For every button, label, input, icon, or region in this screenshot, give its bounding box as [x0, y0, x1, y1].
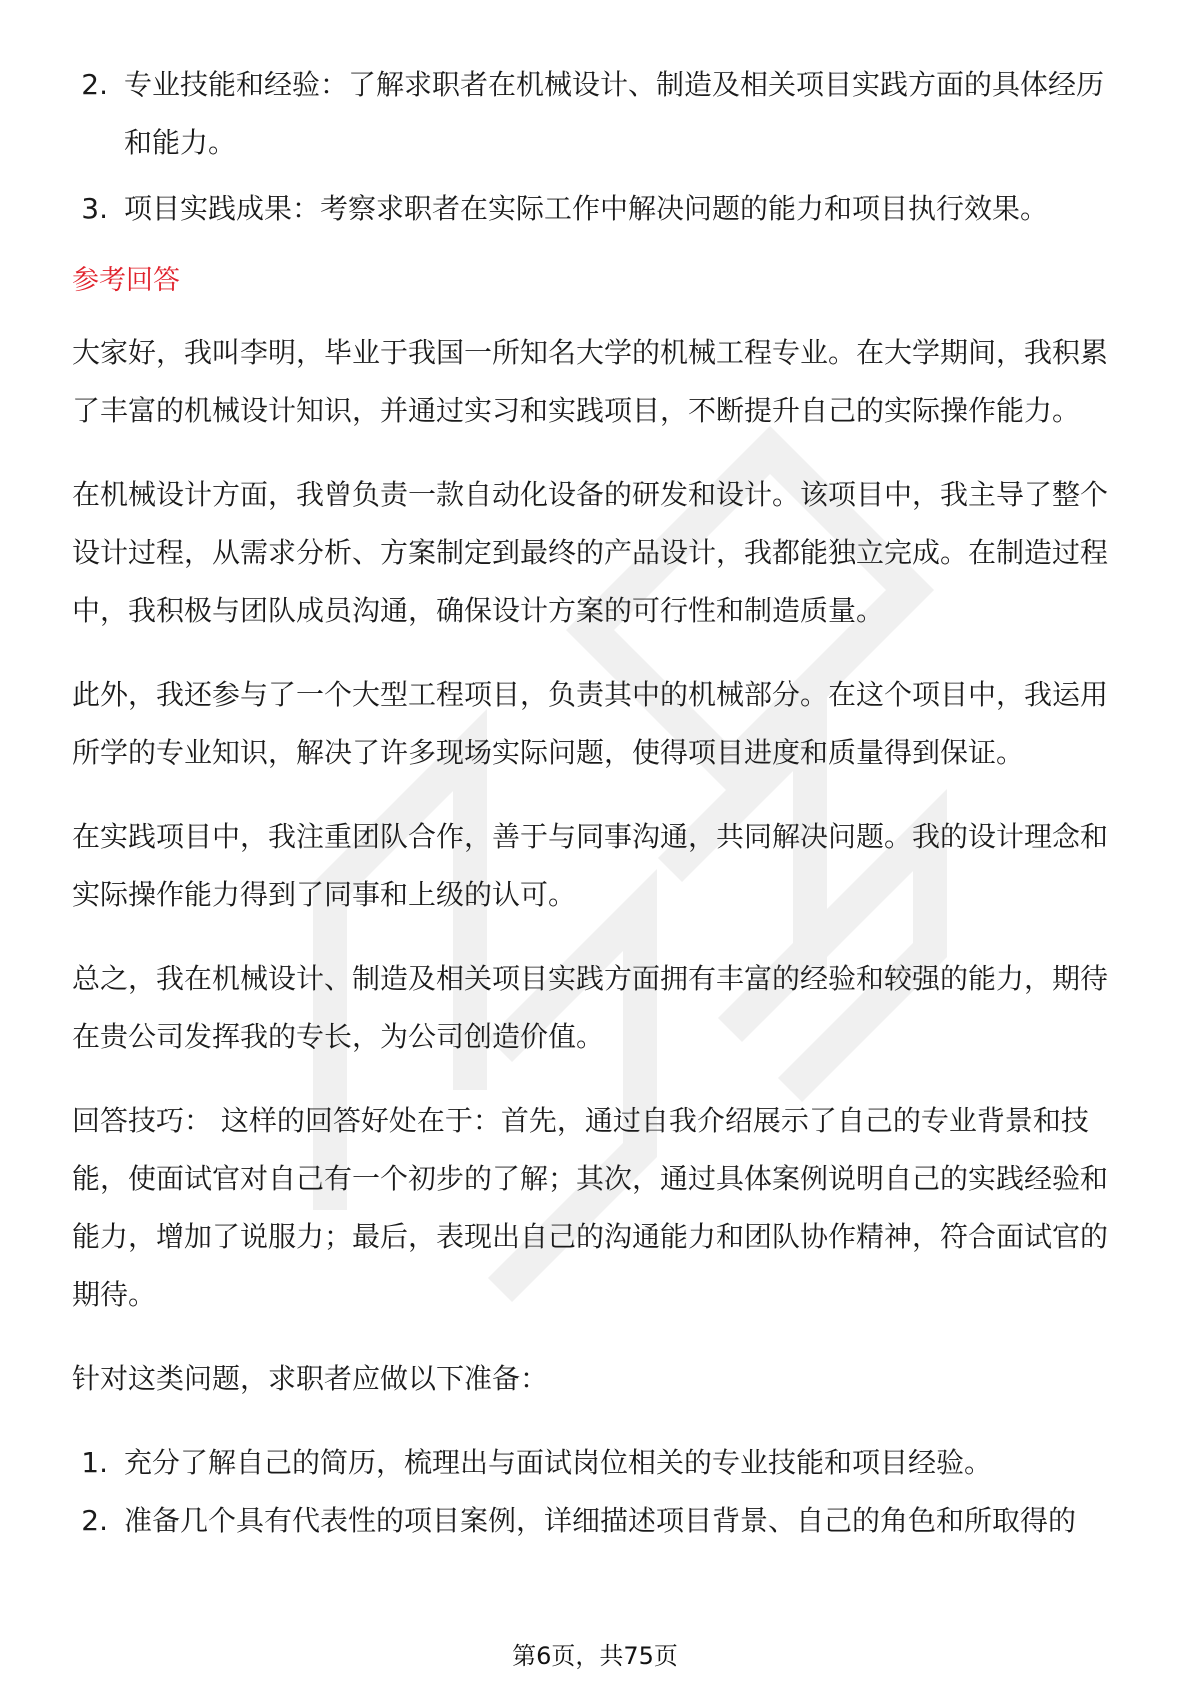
bottom-list: [72, 1434, 1122, 1550]
section-heading: 参考回答: [72, 265, 180, 296]
top-list: [72, 56, 1122, 238]
list-item: [72, 1434, 1122, 1492]
list-item-text: 准备几个具有代表性的项目案例，详细描述项目背景、自己的角色和所取得的: [124, 1504, 1077, 1537]
paragraph: 总之，我在机械设计、制造及相关项目实践方面拥有丰富的经验和较强的能力，期待在贵公司发挥我的专长，为公司创造价值。: [72, 962, 1109, 1053]
document-content: [72, 56, 1122, 1550]
list-item-number: 1.: [81, 1446, 108, 1479]
list-item-text: 充分了解自己的简历，梳理出与面试岗位相关的专业技能和项目经验。: [124, 1446, 993, 1479]
list-item-number: 3.: [81, 192, 108, 225]
paragraph: 回答技巧： 这样的回答好处在于：首先，通过自我介绍展示了自己的专业背景和技能，使面试官对自己有一个初步的了解；其次，通过具体案例说明自己的实践经验和能力，增加了说服力；最后，表现出自己的沟通能力和团队协作精神，符合面试官的期待。: [72, 1104, 1109, 1311]
paragraph: 大家好，我叫李明，毕业于我国一所知名大学的机械工程专业。在大学期间，我积累了丰富的机械设计知识，并通过实习和实践项目，不断提升自己的实际操作能力。: [72, 336, 1109, 427]
paragraph: 在实践项目中，我注重团队合作，善于与同事沟通，共同解决问题。我的设计理念和实际操作能力得到了同事和上级的认可。: [72, 820, 1109, 911]
list-item: [72, 1492, 1122, 1550]
list-item-text: 专业技能和经验：了解求职者在机械设计、制造及相关项目实践方面的具体经历和能力。: [124, 68, 1105, 159]
list-item-number: 2.: [81, 68, 108, 101]
paragraph: 针对这类问题，求职者应做以下准备：: [72, 1362, 549, 1395]
list-item: [72, 56, 1122, 172]
paragraph: 此外，我还参与了一个大型工程项目，负责其中的机械部分。在这个项目中，我运用所学的专业知识，解决了许多现场实际问题，使得项目进度和质量得到保证。: [72, 678, 1109, 769]
paragraph: 在机械设计方面，我曾负责一款自动化设备的研发和设计。该项目中，我主导了整个设计过程，从需求分析、方案制定到最终的产品设计，我都能独立完成。在制造过程中，我积极与团队成员沟通，确保设计方案的可行性和制造质量。: [72, 478, 1109, 627]
list-item-text: 项目实践成果：考察求职者在实际工作中解决问题的能力和项目执行效果。: [124, 192, 1049, 225]
page-number-footer: 第6页，共75页: [512, 1642, 678, 1670]
list-item: [72, 180, 1122, 238]
list-item-number: 2.: [81, 1504, 108, 1537]
